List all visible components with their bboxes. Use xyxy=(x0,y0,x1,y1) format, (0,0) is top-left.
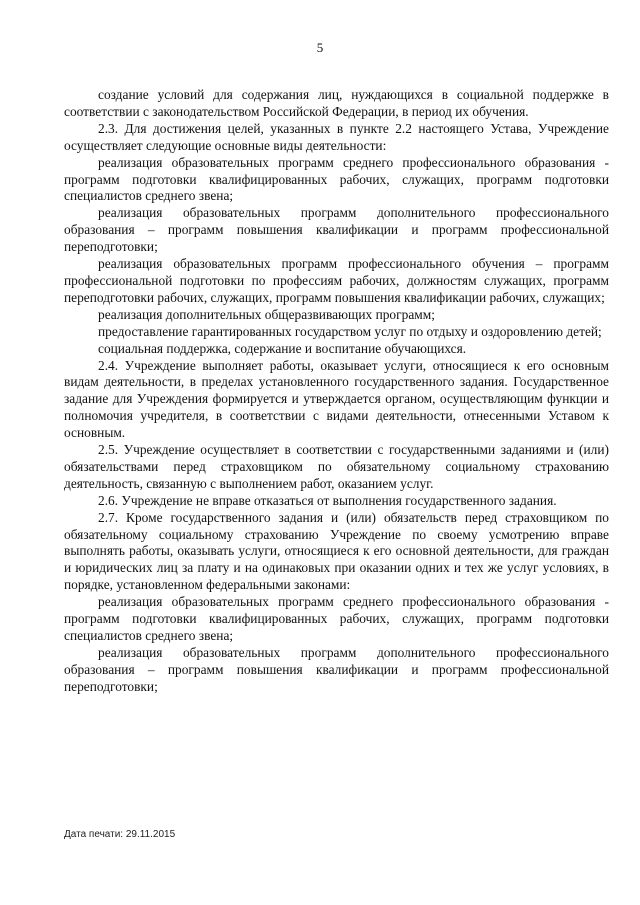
paragraph: 2.4. Учреждение выполняет работы, оказывает услуги, относящиеся к его основным видам деятельности, в пределах установленного государственного задания. Государственное задание для Учреждения формируется и утверждается органом, осуществляющим функции и полномочия учредителя, в соответствии с видами деятельности, отнесенными Уставом к основным. xyxy=(64,357,609,441)
paragraph: реализация образовательных программ среднего профессионального образования - программ подготовки квалифицированных рабочих, служащих, программ подготовки специалистов среднего звена; xyxy=(64,154,609,204)
paragraph: реализация образовательных программ дополнительного профессионального образования – программ повышения квалификации и программ профессиональной переподготовки; xyxy=(64,205,609,255)
paragraph: реализация образовательных программ дополнительного профессионального образования – программ повышения квалификации и программ профессиональной переподготовки; xyxy=(64,644,609,694)
print-date-footer: Дата печати: 29.11.2015 xyxy=(64,829,176,840)
document-body xyxy=(64,87,609,696)
paragraph: реализация образовательных программ среднего профессионального образования - программ подготовки квалифицированных рабочих, служащих, программ подготовки специалистов среднего звена; xyxy=(64,594,609,643)
paragraph: социальная поддержка, содержание и воспитание обучающихся. xyxy=(98,340,467,356)
page-number: 5 xyxy=(316,40,324,55)
paragraph: 2.7. Кроме государственного задания и (или) обязательств перед страховщиком по обязательному социальному страхованию Учреждение по своему усмотрению вправе выполнять работы, оказывать услуги, относящиеся к его основной деятельности, для граждан и юридических лиц за плату и на одинаковых при оказании одних и тех же услуг условиях, в порядке, установленном федеральными законами: xyxy=(64,509,609,593)
paragraph: 2.6. Учреждение не вправе отказаться от выполнения государственного задания. xyxy=(98,492,557,508)
paragraph: 2.5. Учреждение осуществляет в соответствии с государственными заданиями и (или) обязательствами перед страховщиком по обязательному социальному страхованию деятельность, связанную с выполнением работ, оказанием услуг. xyxy=(64,442,609,491)
paragraph: реализация дополнительных общеразвивающих программ; xyxy=(98,306,435,322)
paragraph: 2.3. Для достижения целей, указанных в пункте 2.2 настоящего Устава, Учреждение осуществляет следующие основные виды деятельности: xyxy=(64,120,609,153)
paragraph: предоставление гарантированных государством услуг по отдыху и оздоровлению детей; xyxy=(98,323,602,339)
paragraph: создание условий для содержания лиц, нуждающихся в социальной поддержке в соответствии с законодательством Российской Федерации, в период их обучения. xyxy=(64,87,609,119)
paragraph: реализация образовательных программ профессионального обучения – программ профессиональной подготовки по профессиям рабочих, должностям служащих, программ переподготовки рабочих, служащих, программ повышения квалификации рабочих, служащих; xyxy=(64,256,609,305)
